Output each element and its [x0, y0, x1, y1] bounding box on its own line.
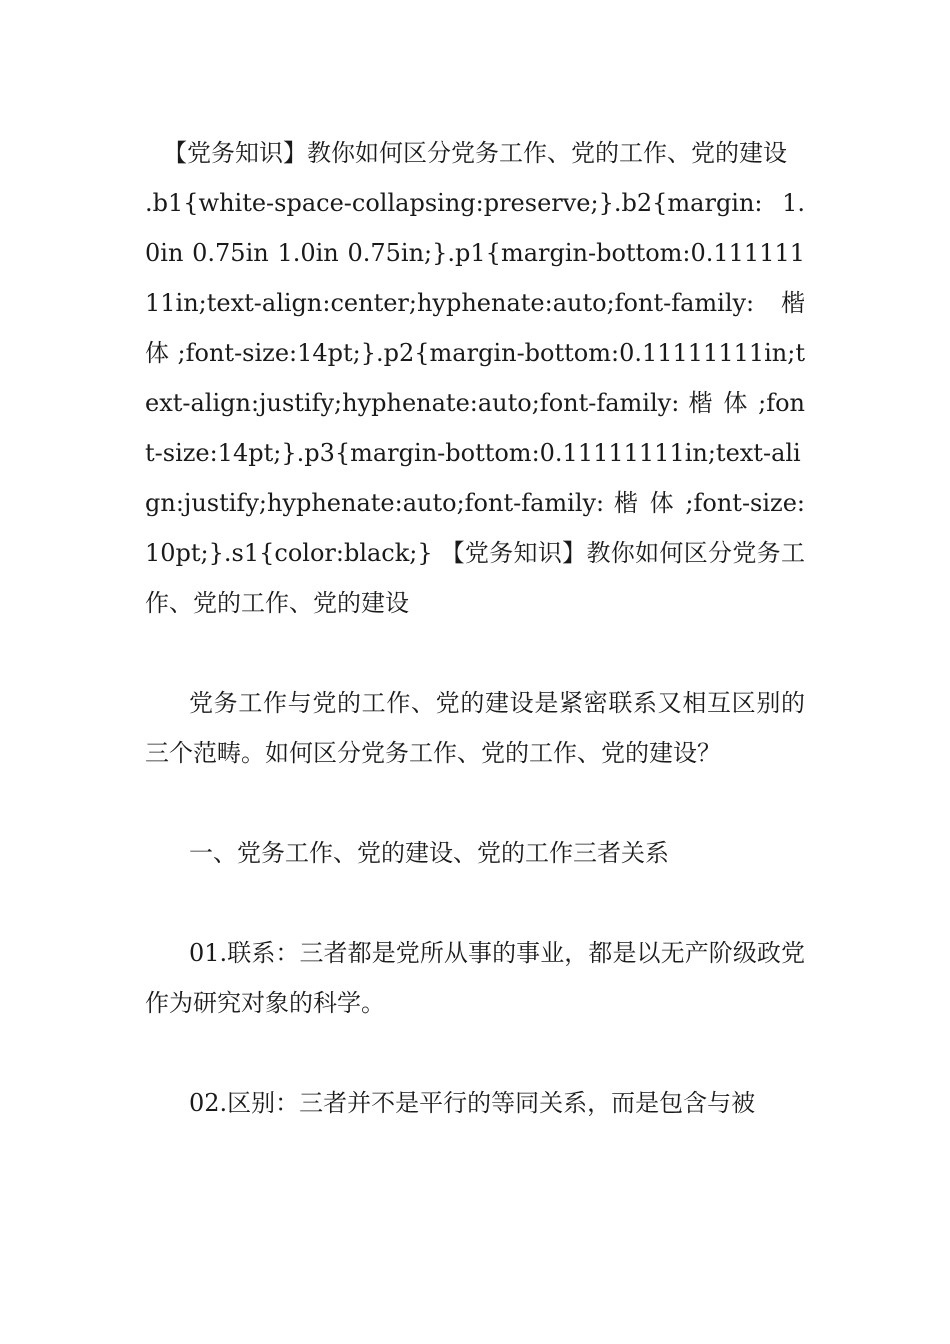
- document-title: 【党务知识】教你如何区分党务工作、党的工作、党的建设: [163, 139, 787, 167]
- point-2-paragraph: 02.区别：三者并不是平行的等同关系，而是包含与被: [189, 1089, 756, 1117]
- paragraph-spacer: [145, 778, 805, 828]
- section-heading: 一、党务工作、党的建设、党的工作三者关系: [189, 839, 669, 867]
- paragraph-spacer: [145, 1028, 805, 1078]
- intro-paragraph: 党务工作与党的工作、党的建设是紧密联系又相互区别的三个范畴。如何区分党务工作、党的工作、党的建设？: [145, 689, 805, 767]
- point-1-paragraph: 01.联系：三者都是党所从事的事业，都是以无产阶级政党作为研究对象的科学。: [145, 939, 805, 1017]
- paragraph-spacer: [145, 878, 805, 928]
- paragraph-spacer: [145, 628, 805, 678]
- document-body: [145, 128, 805, 1128]
- raw-style-text: .b1{white-space-collapsing:preserve;}.b2{margin: 1.0in 0.75in 1.0in 0.75in;}.p1{margin-bottom:0.11111111in;text-align:center;hyphenate:auto;font-family: 楷 体 ;font-size:14pt;}.p2{margin-bottom:0.11111111in;text-align:justify;hyphenate:auto;font-family: 楷 体 ;font-size:14pt;}.p3{margin-bottom:0.11111111in;text-align:justify;hyphenate:auto;font-family: 楷 体 ;font-size:10pt;}.s1{color:black;} 【党务知识】教你如何区分党务工作、党的工作、党的建设: [145, 189, 805, 617]
